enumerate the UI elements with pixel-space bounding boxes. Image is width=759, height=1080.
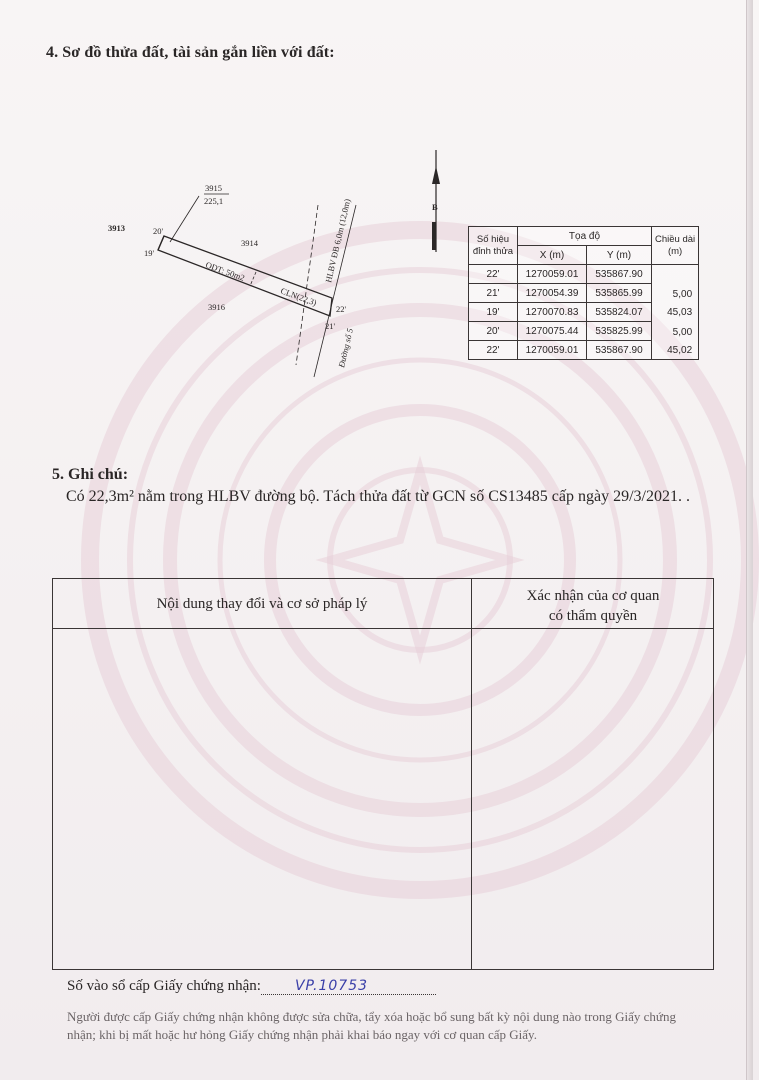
label-3915: 3915 [205, 183, 222, 193]
label-pt-22: 22' [336, 304, 347, 314]
section4-title: 4. Sơ đồ thửa đất, tài sản gắn liền với đất: [46, 44, 335, 61]
section5-title: 5. Ghi chú: [52, 466, 129, 483]
col-coord-header: Tọa độ [518, 227, 652, 246]
registry-dots [261, 980, 436, 995]
registry-line [67, 978, 436, 995]
label-pt-20: 20' [153, 226, 164, 236]
coordinate-table [468, 226, 699, 360]
table-row: 20' 1270075.44 535825.99 [469, 322, 699, 341]
change-table [52, 578, 714, 970]
registry-label: Số vào sổ cấp Giấy chứng nhận: [67, 978, 261, 994]
label-pt-19: 19' [144, 248, 155, 258]
change-content-header: Nội dung thay đổi và cơ sở pháp lý [156, 596, 368, 612]
label-3914: 3914 [241, 238, 258, 248]
length-column: 5,00 45,03 5,00 45,02 [652, 265, 699, 360]
registry-number: VP.10753 [294, 978, 369, 994]
footnote: Người được cấp Giấy chứng nhận không được sửa chữa, tẩy xóa hoặc bổ sung bất kỳ nội dung nào trong Giấy chứng nhận; khi bị mất hoặc hư hỏng Giấy chứng nhận phải khai báo ngay với cơ quan cấp Giấy. [67, 1009, 676, 1042]
table-row: 19' 1270070.83 535824.07 [469, 303, 699, 322]
authority-confirm-header: Xác nhận của cơ quan có thẩm quyền [526, 588, 660, 624]
table-row: 21' 1270054.39 535865.99 [469, 284, 699, 303]
section5-note: Có 22,3m² nằm trong HLBV đường bộ. Tách thửa đất từ GCN số CS13485 cấp ngày 29/3/2021. . [66, 488, 690, 505]
label-odt: ODT: 50m2 [204, 259, 247, 283]
table-row: 22' 1270059.01 535867.90 5,00 45,03 5,00 45,02 [469, 265, 699, 284]
label-3913: 3913 [108, 223, 125, 233]
col-y-header: Y (m) [587, 246, 652, 265]
col-x-header: X (m) [518, 246, 587, 265]
label-3915-area: 225,1 [204, 196, 224, 206]
label-cln: CLN(22,3) [279, 285, 319, 308]
label-3916: 3916 [208, 302, 225, 312]
table-row: 22' 1270059.01 535867.90 [469, 341, 699, 360]
label-pt-21: 21' [325, 321, 336, 331]
label-road: Đường số 5 [336, 327, 355, 369]
label-hlbv: HLBV ĐB 6,0m (12,0m) [323, 197, 353, 284]
col-point-header: Số hiệu đỉnh thửa [469, 227, 518, 265]
north-label: B [432, 202, 438, 212]
col-length-header: Chiều dài (m) [652, 227, 699, 265]
